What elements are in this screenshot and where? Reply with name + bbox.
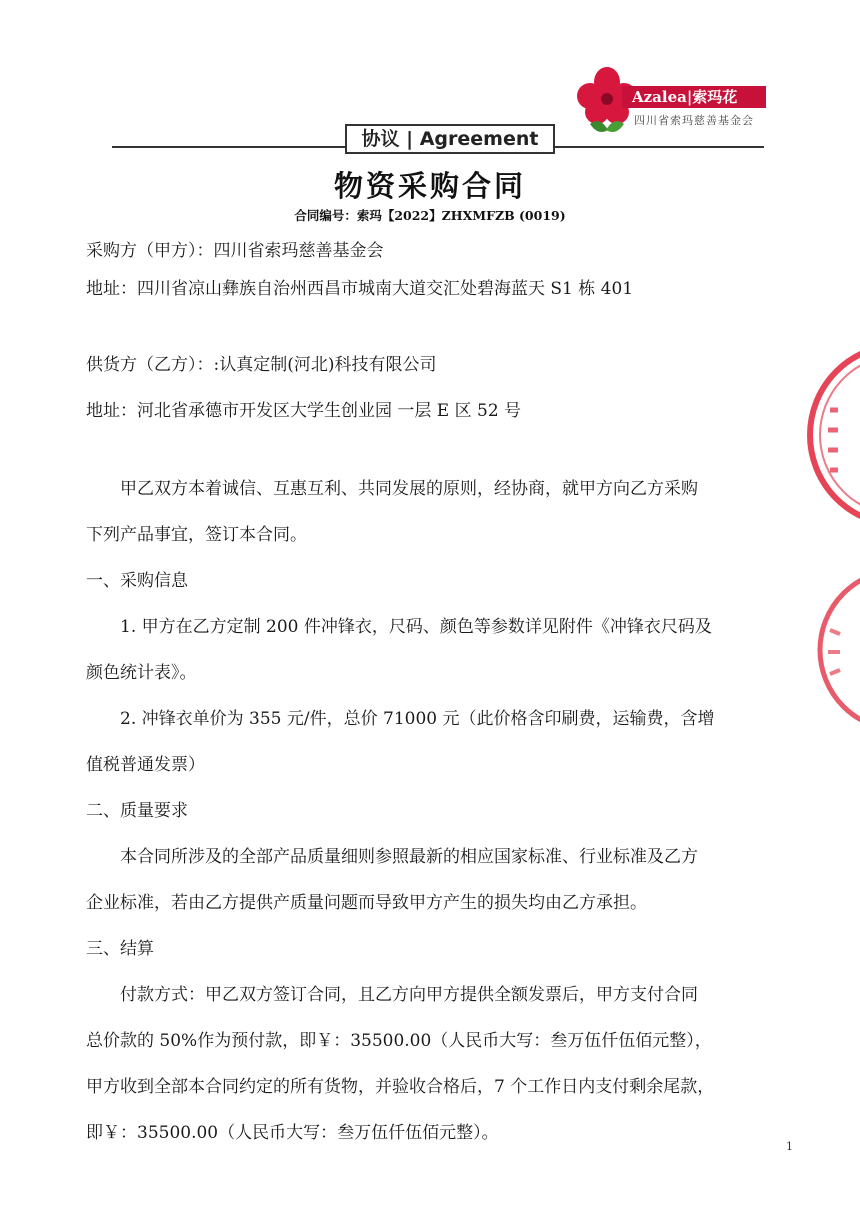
s1-item1-line-1: 1. 甲方在乙方定制 200 件冲锋衣，尺码、颜色等参数详见附件《冲锋衣尺码及 <box>120 617 712 637</box>
section-1-heading: 一、采购信息 <box>86 571 188 591</box>
s3-body-line-2: 总价款的 50%作为预付款，即￥：35500.00（人民币大写：叁万伍仟伍佰元整）， <box>86 1031 712 1051</box>
s2-body-line-2: 企业标准，若由乙方提供产质量问题而导致甲方产生的损失均由乙方承担。 <box>86 893 647 913</box>
contract-body <box>86 466 786 1156</box>
s1-item1-line-2: 颜色统计表》。 <box>86 663 197 683</box>
party-a: 采购方（甲方）：四川省索玛慈善基金会 <box>86 241 384 261</box>
s3-body-line-4: 即￥：35500.00（人民币大写：叁万伍仟伍佰元整）。 <box>86 1123 499 1143</box>
seal-stamp-icon <box>790 340 860 530</box>
contract-number: 合同编号：索玛【2022】ZHXMFZB (0019) <box>294 208 566 223</box>
s3-body-line-3: 甲方收到全部本合同约定的所有货物，并验收合格后，7 个工作日内支付剩余尾款， <box>86 1077 715 1097</box>
section-2-heading: 二、质量要求 <box>86 801 188 821</box>
seal-stamp-icon <box>800 570 860 730</box>
party-a-address: 地址：四川省凉山彝族自治州西昌市城南大道交汇处碧海蓝天 S1 栋 401 <box>86 279 634 299</box>
page-number: 1 <box>786 1140 793 1153</box>
logo-subtitle: 四川省索玛慈善基金会 <box>634 114 754 127</box>
s2-body-line-1: 本合同所涉及的全部产品质量细则参照最新的相应国家标准、行业标准及乙方 <box>120 847 698 867</box>
s3-body-line-1: 付款方式：甲乙双方签订合同，且乙方向甲方提供全额发票后，甲方支付合同 <box>120 985 698 1005</box>
s1-item2-line-1: 2. 冲锋衣单价为 355 元/件，总价 71000 元（此价格含印刷费，运输费，含增 <box>120 709 715 729</box>
intro-line-2: 下列产品事宜，签订本合同。 <box>86 525 307 545</box>
section-3-heading: 三、结算 <box>86 939 154 959</box>
azalea-logo <box>572 64 772 144</box>
party-b-address: 地址：河北省承德市开发区大学生创业园 一层 E 区 52 号 <box>86 401 522 421</box>
agreement-label: 协议 | Agreement <box>345 124 555 154</box>
logo-brand: Azalea|索玛花 <box>622 86 766 108</box>
intro-line-1: 甲乙双方本着诚信、互惠互利、共同发展的原则，经协商，就甲方向乙方采购 <box>120 479 698 499</box>
party-b: 供货方（乙方）：:认真定制(河北)科技有限公司 <box>86 355 437 375</box>
s1-item2-line-2: 值税普通发票） <box>86 755 205 775</box>
page-title: 物资采购合同 <box>333 169 526 203</box>
